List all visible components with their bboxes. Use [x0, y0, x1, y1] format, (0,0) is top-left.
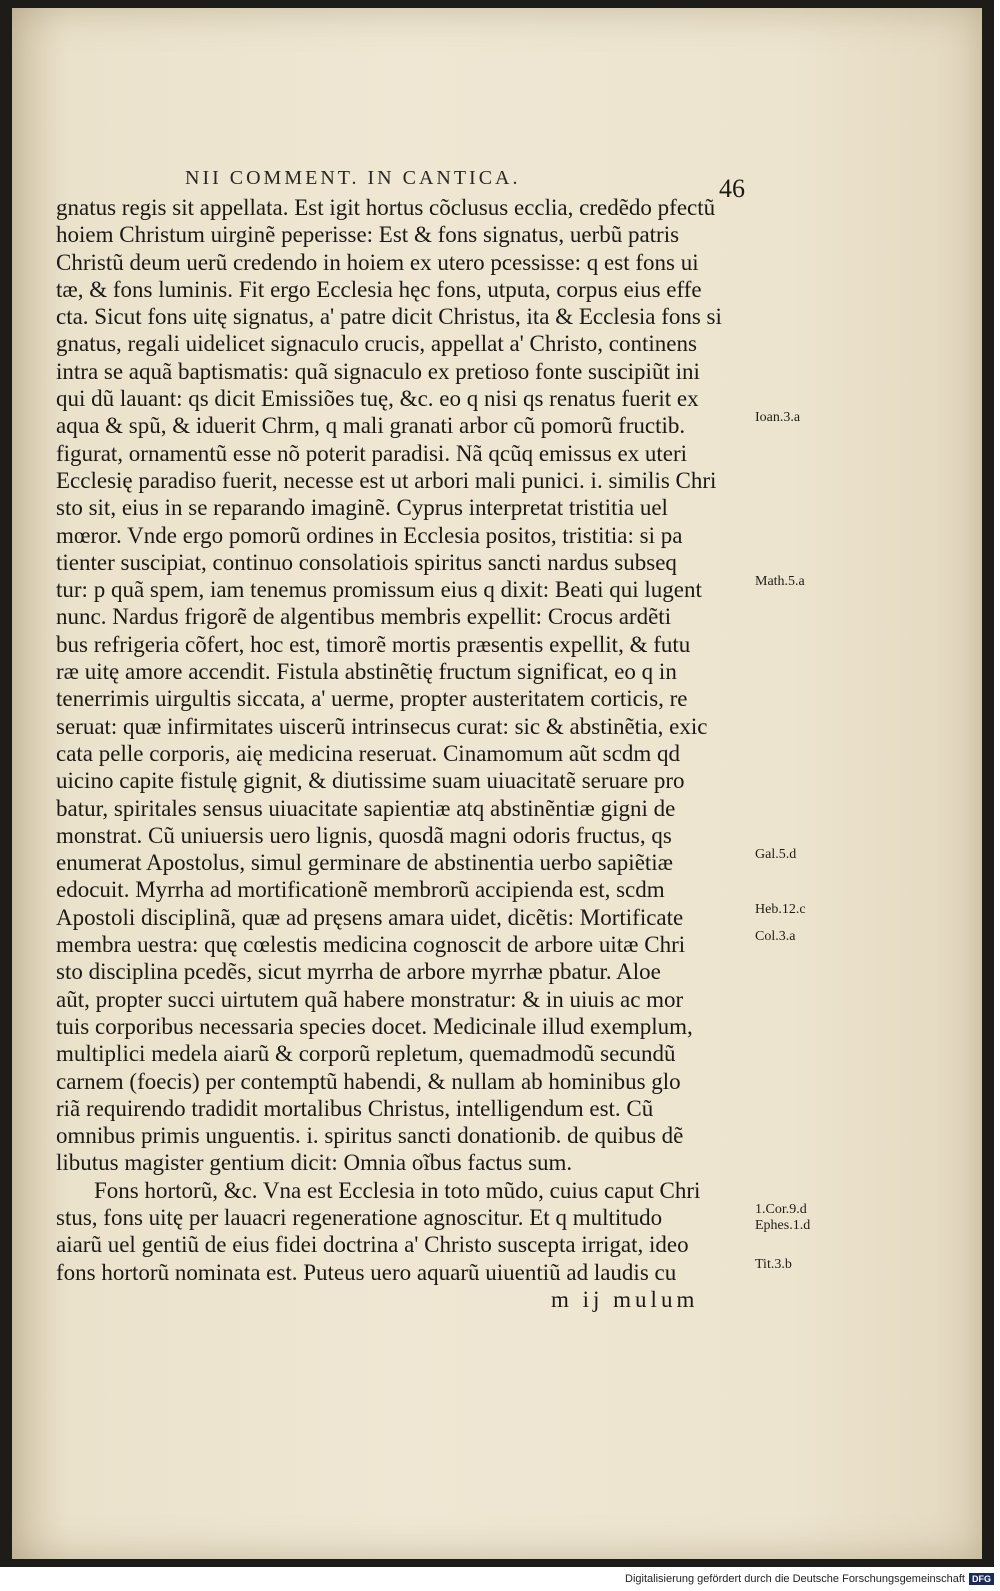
folio-number: 46 [719, 174, 745, 203]
text-line: gnatus regis sit appellata. Est igit hortus cõclusus ecclia, credẽdo pfectũ [56, 195, 716, 220]
text-line: multiplici medela aiarũ & corporũ repletum, quemadmodũ secundũ [56, 1041, 676, 1067]
text-line: bus refrigeria cõfert, hoc est, timorẽ mortis præsentis expellit, & futu [56, 631, 691, 657]
margin-reference: Heb.12.c [755, 901, 806, 917]
catchword-line: m ij mulum [551, 1286, 699, 1312]
text-line: membra uestra: quę cœlestis medicina cognoscit de arbore uitæ Chri [56, 932, 686, 958]
text-line: seruat: quæ infirmitates uiscerũ intrinsecus curat: sic & abstinẽtia, exic [56, 713, 708, 739]
text-line: aqua & spũ, & iduerit Chrm, q mali granati arbor cũ pomorũ fructib. [56, 413, 686, 439]
text-line: figurat, ornamentũ esse nõ poterit paradisi. Nã qcũq emissus ex uteri [56, 440, 688, 466]
margin-reference: Ioan.3.a [755, 410, 801, 426]
text-line: Apostoli disciplinã, quæ ad pręsens amara uidet, dicẽtis: Mortificate [56, 904, 684, 930]
margin-reference: Col.3.a [755, 929, 796, 945]
text-line: tur: p quã spem, iam tenemus promissum eius q dixit: Beati qui lugent [56, 577, 702, 603]
text-line: gnatus, regali uidelicet signaculo crucis, appellat a' Christo, continens [56, 331, 697, 357]
text-line: qui dũ lauant: qs dicit Emissiões tuę, &c. eo q nisi qs renatus fuerit ex [56, 386, 699, 412]
dfg-logo: DFG [969, 1573, 994, 1585]
text-line: enumerat Apostolus, simul germinare de abstinentia uerbo sapiẽtiæ [56, 850, 674, 876]
book-page [12, 8, 982, 1559]
text-line: tuis corporibus necessaria species docet. Medicinale illud exemplum, [56, 1013, 693, 1039]
text-line: mœror. Vnde ergo pomorũ ordines in Ecclesia positos, tristitia: si pa [56, 522, 683, 548]
text-line: hoiem Christum uirginẽ peperisse: Est & fons signatus, uerbũ patris [56, 222, 680, 248]
text-line: aiarũ uel gentiũ de eius fidei doctrina a' Christo suscepta irrigat, ideo [56, 1232, 689, 1258]
text-line: nunc. Nardus frigorẽ de algentibus membris expellit: Crocus ardẽti [56, 604, 672, 630]
margin-reference: 1.Cor.9.d [755, 1202, 807, 1218]
margin-reference: Gal.5.d [755, 847, 797, 863]
footer-credit: Digitalisierung gefördert durch die Deutsche Forschungsgemeinschaft [625, 1573, 965, 1585]
text-line: edocuit. Myrrha ad mortificationẽ membrorũ accipienda est, scdm [56, 877, 665, 903]
text-line: batur, spiritales sensus uiuacitate sapientiæ atq abstinẽntiæ gigni de [56, 795, 676, 821]
text-line: ræ uitę amore accendit. Fistula abstinẽtię fructum significat, eo q in [56, 659, 677, 685]
running-title: NII COMMENT. IN CANTICA. [185, 167, 521, 189]
text-line: sto disciplina pcedẽs, sicut myrrha de arbore myrrhæ pbatur. Aloe [56, 959, 661, 985]
text-line: uicino capite fistulę gignit, & diutissime suam uiuacitatẽ seruare pro [56, 768, 685, 794]
text-line: sto sit, eius in se reparando imaginẽ. Cyprus interpretat tristitia uel [56, 495, 668, 521]
text-line: Ecclesię paradiso fuerit, necesse est ut arbori mali punici. i. similis Chri [56, 467, 717, 493]
text-line: fons hortorũ nominata est. Puteus uero aquarũ uiuentiũ ad laudis cu [56, 1259, 677, 1285]
text-line: tenerrimis uirgultis siccata, a' uerme, propter austeritatem corticis, re [56, 686, 688, 712]
text-line: carnem (foecis) per contemptũ habendi, & nullam ab hominibus glo [56, 1068, 681, 1094]
margin-reference: Tit.3.b [755, 1256, 792, 1272]
text-line: tienter suscipiat, continuo consolatiois spiritus sancti nardus subseq [56, 549, 677, 575]
digitization-footer [625, 1573, 994, 1585]
text-line: aũt, propter succi uirtutem quã habere monstratur: & in uiuis ac mor [56, 986, 684, 1012]
text-line: stus, fons uitę per lauacri regeneratione agnoscitur. Et q multitudo [56, 1204, 663, 1230]
text-line: cta. Sicut fons uitę signatus, a' patre dicit Christus, ita & Ecclesia fons si [56, 304, 722, 330]
main-text-block [56, 194, 756, 1313]
text-line: monstrat. Cũ uniuersis uero lignis, quosdã magni odoris fructus, qs [56, 822, 672, 848]
text-line: Fons hortorũ, &c. Vna est Ecclesia in toto mũdo, cuius caput Chri [94, 1177, 701, 1203]
text-line: omnibus primis unguentis. i. spiritus sancti donationib. de quibus dẽ [56, 1123, 684, 1149]
text-line: cata pelle corporis, aię medicina reseruat. Cinamomum aũt scdm qd [56, 740, 680, 766]
margin-reference: Math.5.a [755, 574, 805, 590]
text-line: intra se aquã baptismatis: quã signaculo ex pretioso fonte suscipiũt ini [56, 358, 700, 384]
margin-reference: Ephes.1.d [755, 1218, 811, 1234]
text-line: Christũ deum uerũ credendo in hoiem ex utero pcessisse: q est fons ui [56, 249, 699, 275]
text-line: riã requirendo tradidit mortalibus Christus, intelligendum est. Cũ [56, 1095, 654, 1121]
text-line: tæ, & fons luminis. Fit ergo Ecclesia hęc fons, utputa, corpus eius effe [56, 276, 702, 302]
text-line: libutus magister gentium dicit: Omnia oĩbus factus sum. [56, 1150, 573, 1176]
